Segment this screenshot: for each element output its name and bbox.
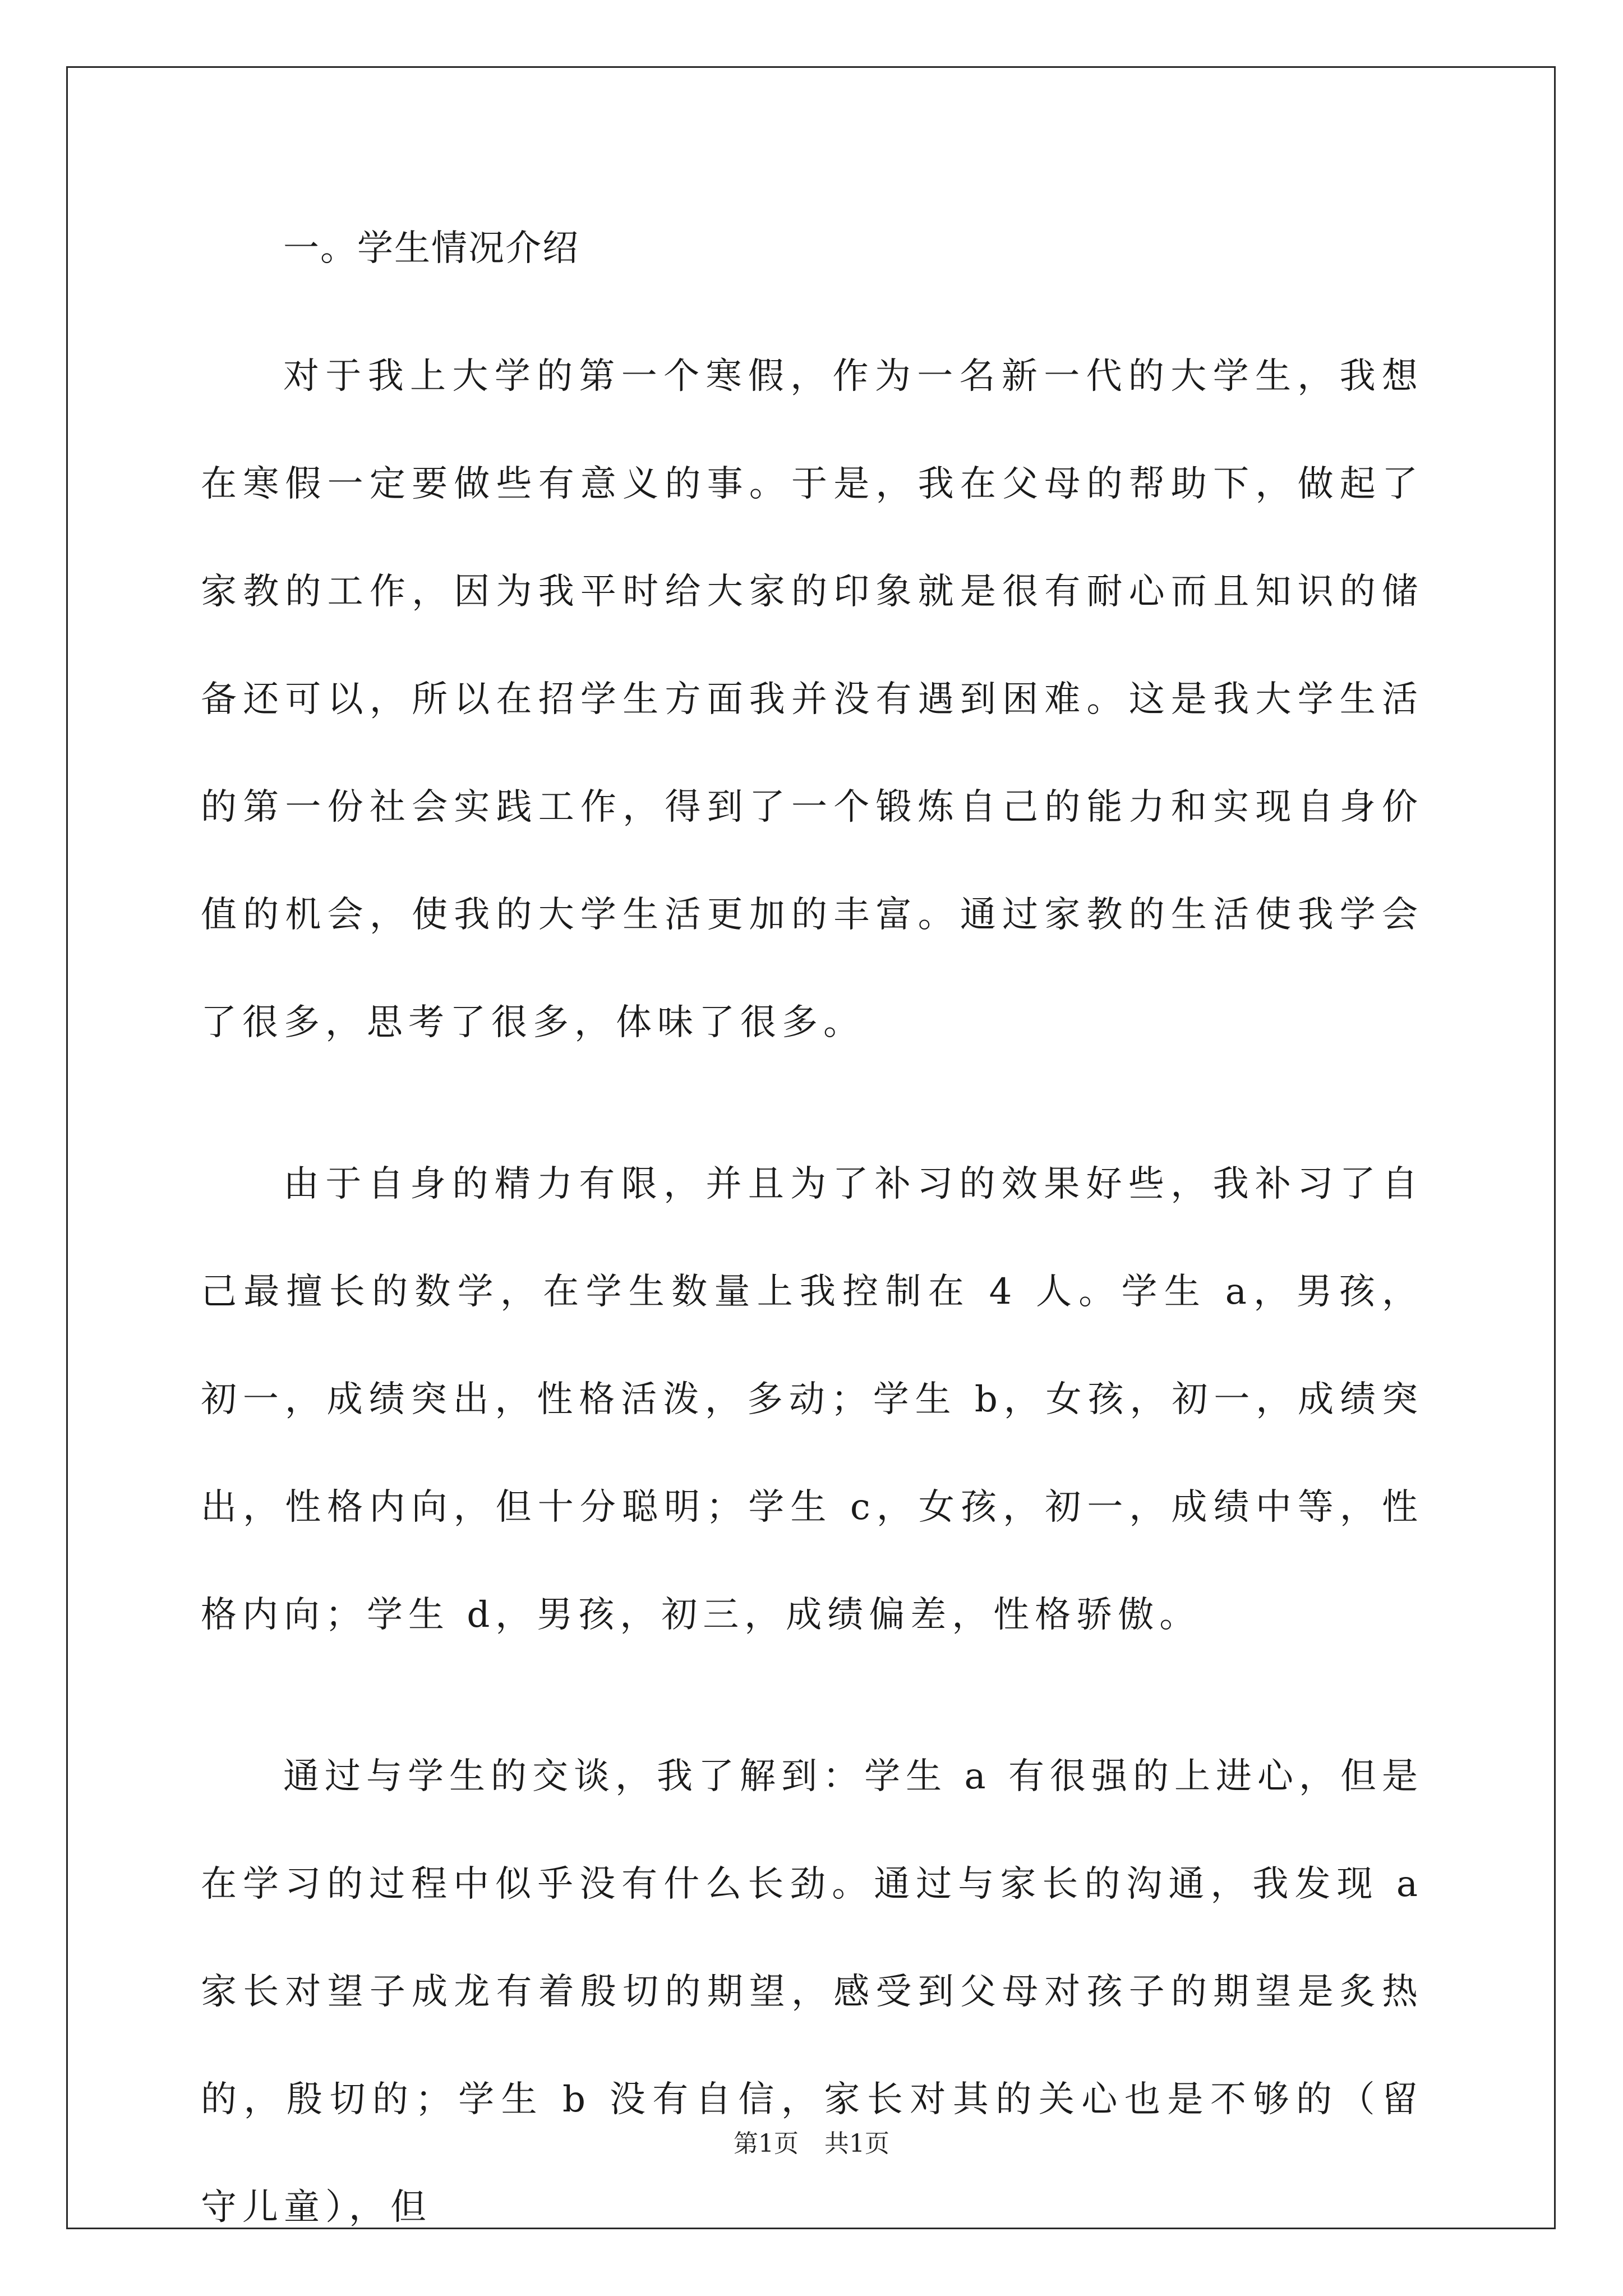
page-number: 第1页 [734,2129,799,2158]
page-footer [0,2127,1623,2161]
document-body [201,222,1423,2261]
page-total: 共1页 [824,2129,889,2158]
paragraph-3: 通过与学生的交谈，我了解到：学生 a 有很强的上进心，但是在学习的过程中似乎没有什么长劲。通过与家长的沟通，我发现 a 家长对望子成龙有着殷切的期望，感受到父母对孩子的期望是炙热的，殷切的；学生 b 没有自信，家长对其的关心也是不够的（留守儿童），但 [201,1756,1423,2228]
section-heading: 一。学生情况介绍 [283,228,579,269]
paragraph-1: 对于我上大学的第一个寒假，作为一名新一代的大学生，我想在寒假一定要做些有意义的事。于是，我在父母的帮助下，做起了家教的工作，因为我平时给大家的印象就是很有耐心而且知识的储备还可以，所以在招学生方面我并没有遇到困难。这是我大学生活的第一份社会实践工作，得到了一个锻炼自己的能力和实现自身价值的机会，使我的大学生活更加的丰富。通过家教的生活使我学会了很多，思考了很多，体味了很多。 [201,356,1423,1043]
paragraph-2: 由于自身的精力有限，并且为了补习的效果好些，我补习了自己最擅长的数学，在学生数量上我控制在 4 人。学生 a，男孩，初一，成绩突出，性格活泼，多动；学生 b，女孩，初一，成绩突出，性格内向，但十分聪明；学生 c，女孩，初一，成绩中等，性格内向；学生 d，男孩，初三，成绩偏差，性格骄傲。 [201,1163,1423,1636]
